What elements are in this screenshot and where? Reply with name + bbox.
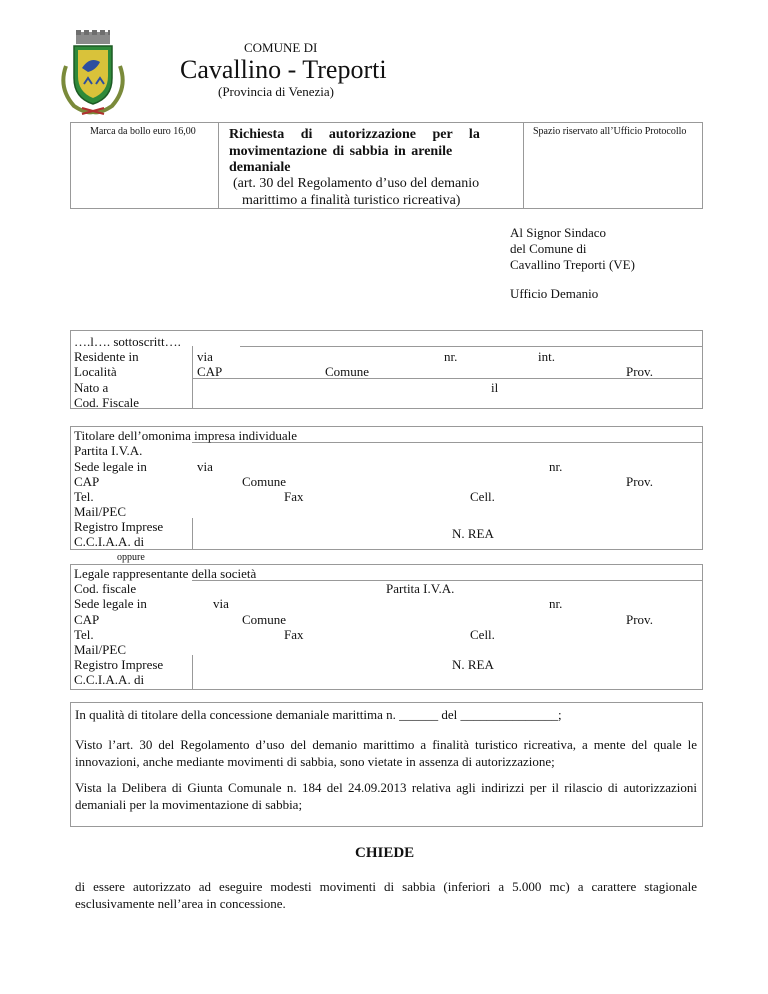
company-rea-label: N. REA (452, 526, 494, 541)
form-title-line5: marittimo a finalità turistico ricreativa) (242, 193, 461, 208)
society-chamber-label: C.C.I.A.A. di (74, 672, 145, 687)
cap-label: CAP (197, 364, 223, 379)
vista-paragraph: Vista la Delibera di Giunta Comunale n. 184 del 24.09.2013 relativa agli indirizzi per il rilascio di autorizzazioni demaniali per la movimentazione di sabbia; (75, 780, 697, 812)
society-via-label: via (213, 596, 229, 611)
coat-of-arms-icon (52, 28, 134, 116)
via-label: via (197, 349, 213, 364)
form-title-line2: movimentazione di sabbia in arenile (229, 144, 453, 159)
company-tel-label: Tel. (74, 489, 94, 504)
company-prov-label: Prov. (626, 474, 653, 489)
society-cell-label: Cell. (470, 627, 495, 642)
society-nr-label: nr. (549, 596, 563, 611)
stamp-duty-label: Marca da bollo euro 16,00 (90, 126, 196, 137)
company-vat-label: Partita I.V.A. (74, 443, 143, 458)
addressee-line1: Al Signor Sindaco (510, 225, 607, 240)
society-prov-label: Prov. (626, 612, 653, 627)
request-paragraph: di essere autorizzato ad eseguire modesti movimenti di sabbia (inferiori a 5.000 mc) a carattere stagionale esclusivamente nell’area in concessione. (75, 879, 697, 911)
society-registry-label: Registro Imprese (74, 657, 164, 672)
chiede-heading: CHIEDE (355, 845, 415, 861)
municipality-label: COMUNE DI (244, 40, 318, 55)
company-cell-label: Cell. (470, 489, 495, 504)
comune-label: Comune (325, 364, 370, 379)
society-seat-label: Sede legale in (74, 596, 147, 611)
company-chamber-label: C.C.I.A.A. di (74, 534, 145, 549)
company-via-label: via (197, 459, 213, 474)
company-fax-label: Fax (284, 489, 304, 504)
society-tel-label: Tel. (74, 627, 94, 642)
company-seat-label: Sede legale in (74, 459, 147, 474)
society-tax-code-label: Cod. fiscale (74, 581, 137, 596)
company-cap-label: CAP (74, 474, 100, 489)
society-rea-label: N. REA (452, 657, 494, 672)
company-comune-label: Comune (242, 474, 287, 489)
int-label: int. (538, 349, 555, 364)
province-label: (Provincia di Venezia) (218, 84, 334, 99)
society-cap-label: CAP (74, 612, 100, 627)
nr-label: nr. (444, 349, 458, 364)
company-table (70, 426, 703, 550)
society-mail-label: Mail/PEC (74, 642, 127, 657)
addressee-line3: Cavallino Treporti (VE) (510, 257, 635, 272)
signer-label: ….l…. sottoscritt…. (74, 334, 181, 349)
resident-label: Residente in (74, 349, 139, 364)
locality-label: Località (74, 364, 117, 379)
visto-paragraph: Visto l’art. 30 del Regolamento d’uso del demanio marittimo a finalità turistico ricreativa, a mente del quale le innovazioni, anche mediante movimenti di sabbia, sono vietate in assenza di autorizzazione; (75, 737, 697, 769)
prov-label: Prov. (626, 364, 653, 379)
tax-code-label: Cod. Fiscale (74, 395, 139, 410)
addressee-line2: del Comune di (510, 241, 587, 256)
city-name: Cavallino - Treporti (180, 55, 387, 84)
society-fax-label: Fax (284, 627, 304, 642)
company-mail-label: Mail/PEC (74, 504, 127, 519)
form-title-line3: demaniale (229, 160, 291, 175)
company-title: Titolare dell’omonima impresa individuale (74, 428, 298, 443)
company-registry-label: Registro Imprese (74, 519, 164, 534)
addressee-line4: Ufficio Demanio (510, 286, 599, 301)
society-vat-label: Partita I.V.A. (386, 581, 455, 596)
company-nr-label: nr. (549, 459, 563, 474)
concession-line: In qualità di titolare della concessione demaniale marittima n. ______ del _______________; (75, 707, 562, 722)
il-label: il (491, 380, 499, 395)
protocol-space-label: Spazio riservato all’Ufficio Protocollo (533, 126, 687, 137)
born-label: Nato a (74, 380, 109, 395)
form-title-line1: Richiesta di autorizzazione per la (229, 127, 480, 142)
society-title: Legale rappresentante della società (74, 566, 257, 581)
society-comune-label: Comune (242, 612, 287, 627)
form-title-line4: (art. 30 del Regolamento d’uso del demanio (233, 176, 480, 191)
oppure-label: oppure (117, 552, 145, 563)
